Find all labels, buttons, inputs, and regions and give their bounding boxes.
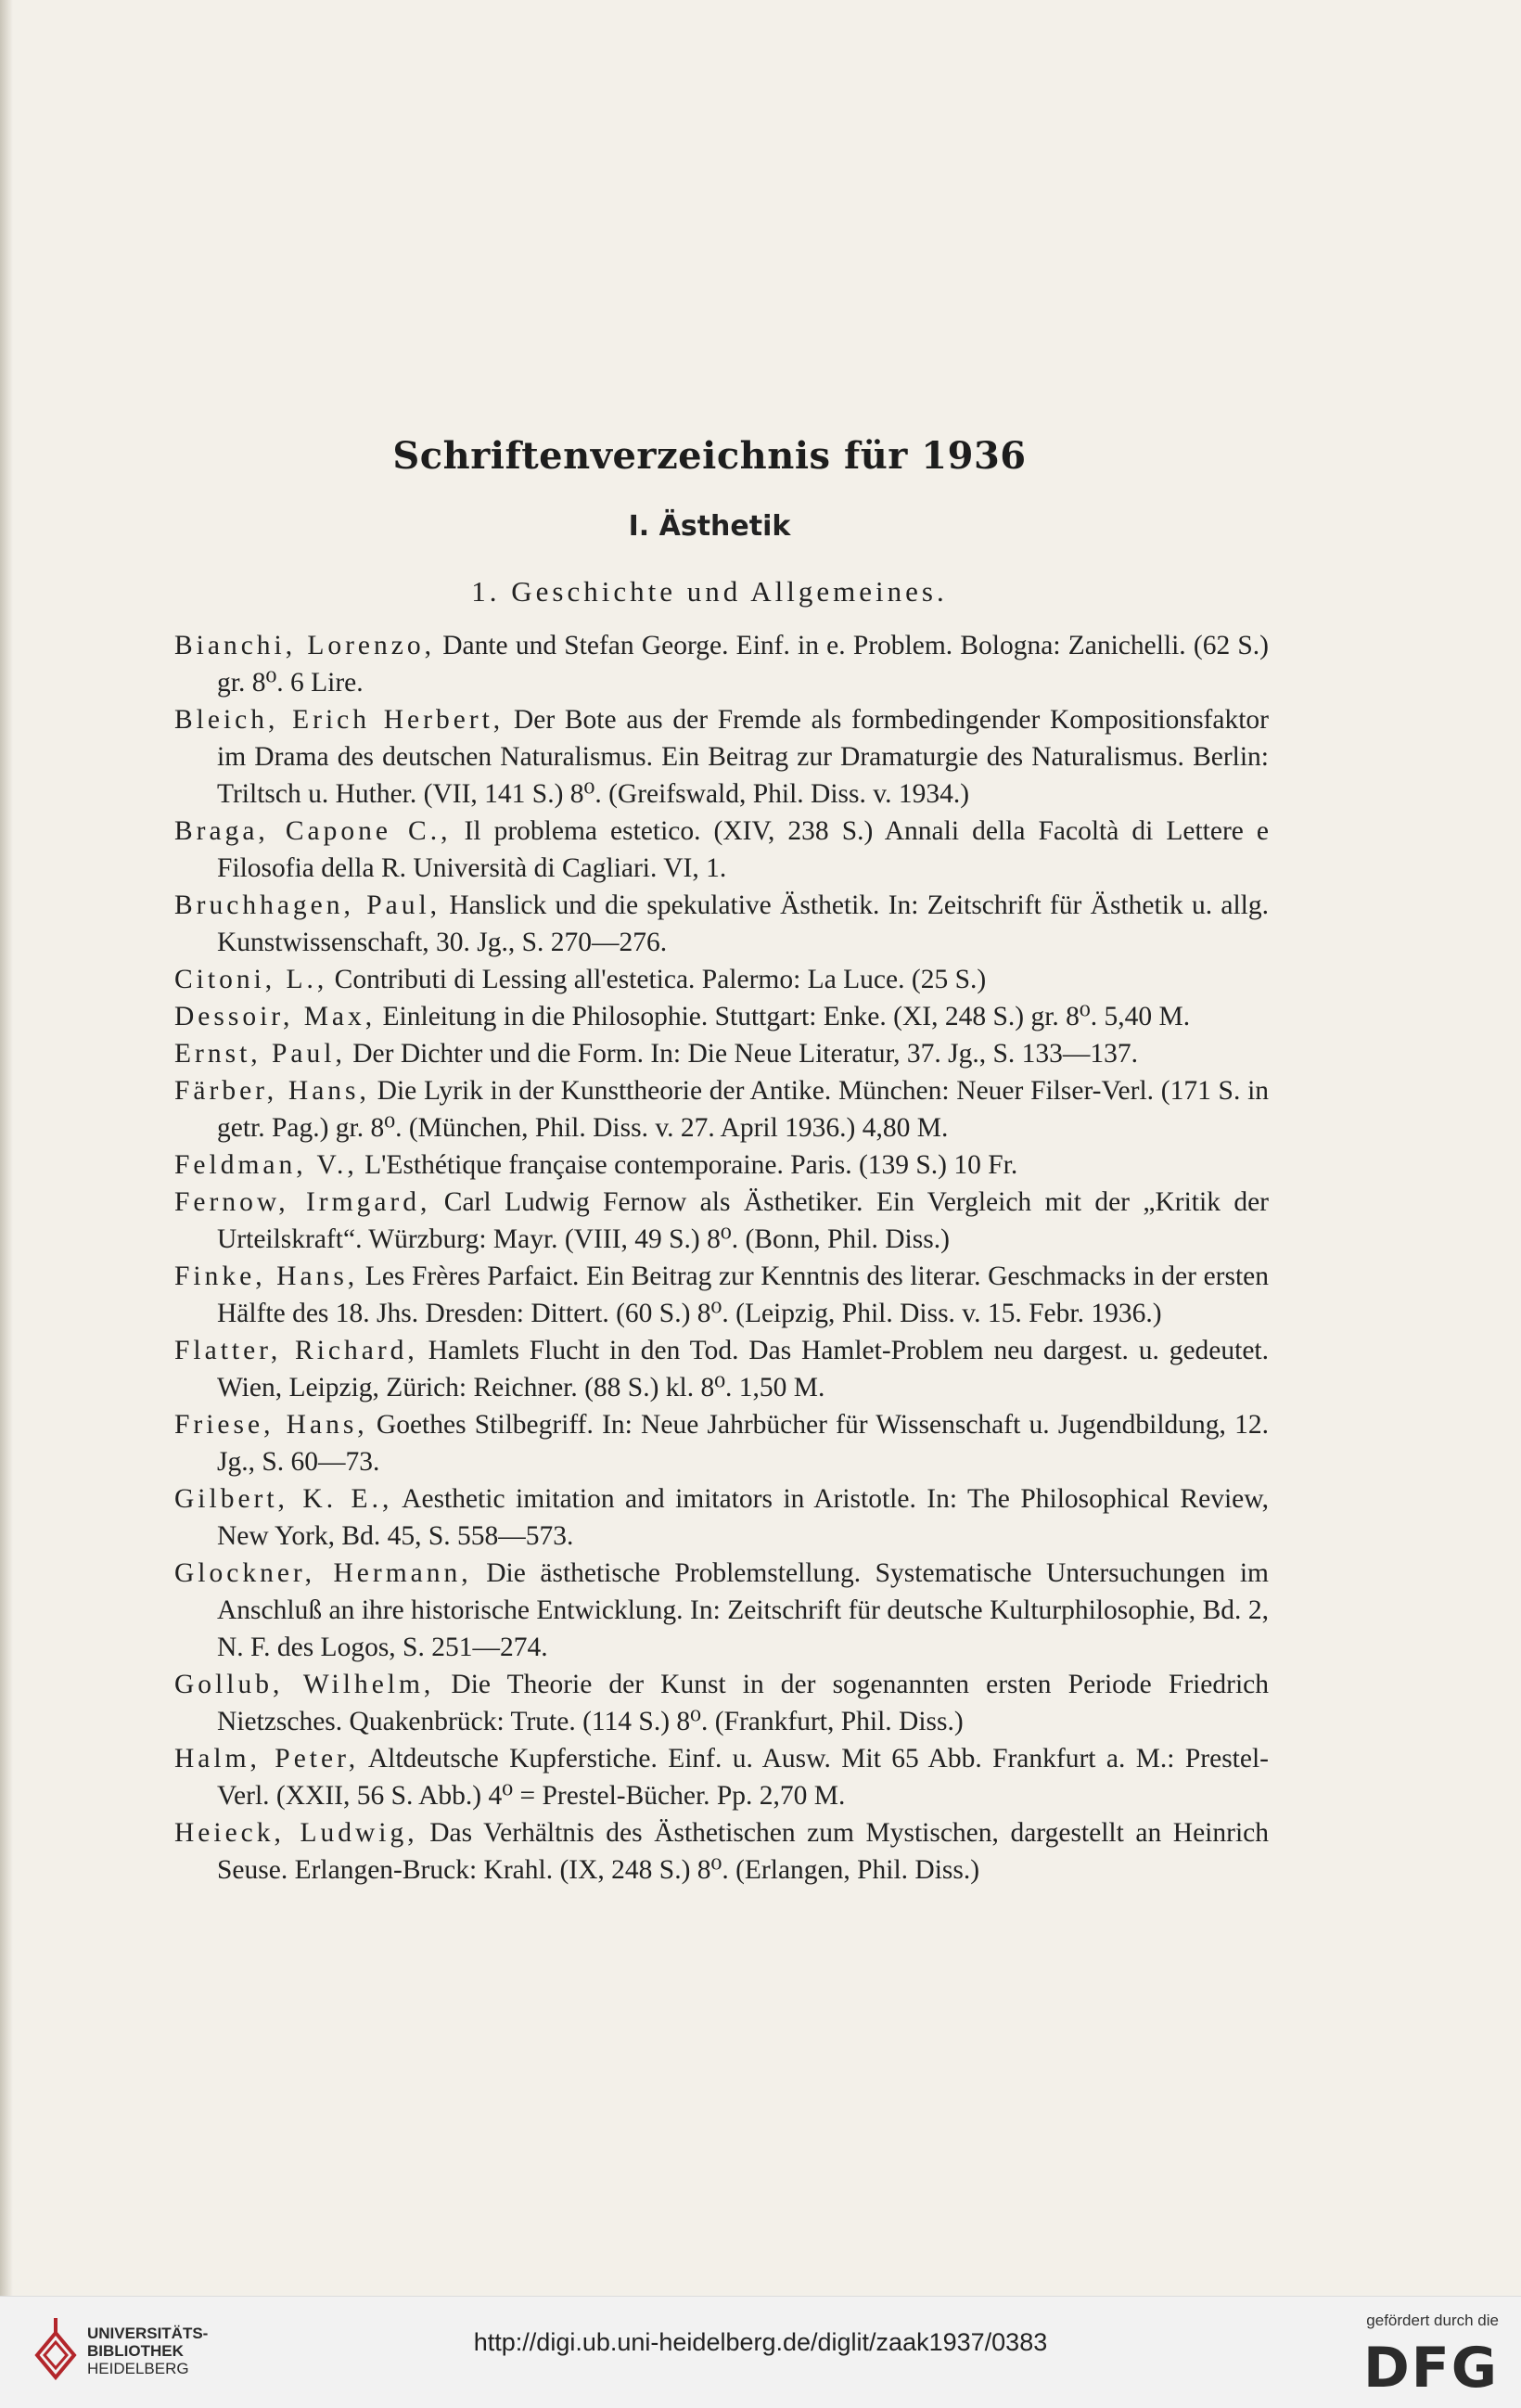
bibliography-entry bbox=[174, 998, 1269, 1035]
entry-author: Bruchhagen, Paul, bbox=[174, 890, 441, 920]
bibliography-entry bbox=[174, 813, 1269, 887]
entry-text: Altdeutsche Kupferstiche. Einf. u. Ausw. Mit 65 Abb. Frankfurt a. M.: Prestel-Verl. (XXII, 56 S. Abb.) 4⁰ = Prestel-Bücher. Pp. 2,70 M. bbox=[217, 1744, 1269, 1811]
bibliography-entry bbox=[174, 1666, 1269, 1740]
dfg-logo: DFG bbox=[1362, 2336, 1499, 2401]
entry-author: Halm, Peter, bbox=[174, 1744, 360, 1774]
entry-author: Braga, Capone C., bbox=[174, 816, 452, 846]
entry-text: Das Verhältnis des Ästhetischen zum Mystischen, dargestellt an Heinrich Seuse. Erlangen-Bruck: Krahl. (IX, 248 S.) 8⁰. (Erlangen, Phil. Diss.) bbox=[217, 1818, 1269, 1885]
entry-author: Bianchi, Lorenzo, bbox=[174, 631, 435, 660]
entry-text: L'Esthétique française contemporaine. Paris. (139 S.) 10 Fr. bbox=[364, 1150, 1018, 1180]
bibliography-entry bbox=[174, 1740, 1269, 1814]
entry-author: Färber, Hans, bbox=[174, 1076, 370, 1106]
entry-author: Gilbert, K. E., bbox=[174, 1484, 393, 1514]
entry-text: Les Frères Parfaict. Ein Beitrag zur Kenntnis des literar. Geschmacks in der ersten Hälfte des 18. Jhs. Dresden: Dittert. (60 S.) 8⁰. (Leipzig, Phil. Diss. v. 15. Febr. 1936.) bbox=[217, 1262, 1270, 1328]
entry-text: Carl Ludwig Fernow als Ästhetiker. Ein Vergleich mit der „Kritik der Urteilskraft“. Würzburg: Mayr. (VIII, 49 S.) 8⁰. (Bonn, Phil. Diss.) bbox=[217, 1187, 1270, 1254]
entry-text: Hamlets Flucht in den Tod. Das Hamlet-Problem neu dargest. u. gedeutet. Wien, Leipzig, Zürich: Reichner. (88 S.) kl. 8⁰. 1,50 M. bbox=[217, 1336, 1269, 1403]
entry-text: Einleitung in die Philosophie. Stuttgart: Enke. (XI, 248 S.) gr. 8⁰. 5,40 M. bbox=[382, 1002, 1191, 1031]
entry-text: Aesthetic imitation and imitators in Aristotle. In: The Philosophical Review, New York, Bd. 45, S. 558—573. bbox=[217, 1484, 1269, 1551]
bibliography-entry bbox=[174, 1072, 1269, 1146]
entry-author: Dessoir, Max, bbox=[174, 1002, 377, 1031]
entry-text: Contributi di Lessing all'estetica. Palermo: La Luce. (25 S.) bbox=[334, 965, 987, 994]
entry-text: Der Bote aus der Fremde als formbedingender Kompositionsfaktor im Drama des deutschen Naturalismus. Ein Beitrag zur Dramaturgie des Naturalismus. Berlin: Triltsch u. Huther. (VII, 141 S.) 8⁰. (Greifswald, Phil. Diss. v. 1934.) bbox=[217, 705, 1269, 809]
bibliography-entry bbox=[174, 701, 1269, 813]
entry-text: Hanslick und die spekulative Ästhetik. In: Zeitschrift für Ästhetik u. allg. Kunstwissenschaft, 30. Jg., S. 270—276. bbox=[217, 890, 1269, 957]
entry-author: Flatter, Richard, bbox=[174, 1336, 418, 1365]
entry-text: Il problema estetico. (XIV, 238 S.) Annali della Facoltà di Lettere e Filosofia della R. Università di Cagliari. VI, 1. bbox=[217, 816, 1269, 883]
bibliography-entry bbox=[174, 1480, 1269, 1555]
entry-author: Friese, Hans, bbox=[174, 1410, 368, 1440]
bibliography-entry bbox=[174, 961, 1269, 998]
bibliography-entry bbox=[174, 1332, 1269, 1406]
entry-text: Der Dichter und die Form. In: Die Neue Literatur, 37. Jg., S. 133—137. bbox=[352, 1039, 1138, 1069]
entry-text: Die Lyrik in der Kunsttheorie der Antike. München: Neuer Filser-Verl. (171 S. in getr. Pag.) gr. 8⁰. (München, Phil. Diss. v. 27. April 1936.) 4,80 M. bbox=[217, 1076, 1270, 1143]
entry-author: Fernow, Irmgard, bbox=[174, 1187, 431, 1217]
entry-text: Goethes Stilbegriff. In: Neue Jahrbücher für Wissenschaft u. Jugendbildung, 12. Jg., S. 60—73. bbox=[217, 1410, 1269, 1477]
entry-text: Die Theorie der Kunst in der sogenannten ersten Periode Friedrich Nietzsches. Quakenbrück: Trute. (114 S.) 8⁰. (Frankfurt, Phil. Diss.) bbox=[217, 1670, 1270, 1736]
bibliography-entry bbox=[174, 1814, 1269, 1889]
entry-author: Feldman, V., bbox=[174, 1150, 358, 1180]
funding-caption: gefördert durch die bbox=[1366, 2312, 1499, 2329]
entry-author: Ernst, Paul, bbox=[174, 1039, 346, 1069]
entry-author: Bleich, Erich Herbert, bbox=[174, 705, 505, 735]
entry-text: Dante und Stefan George. Einf. in e. Problem. Bologna: Zanichelli. (62 S.) gr. 8⁰. 6 Lire. bbox=[217, 631, 1269, 698]
library-name-line: HEIDELBERG bbox=[87, 2360, 189, 2377]
bibliography-entry bbox=[174, 1555, 1269, 1666]
permalink-url[interactable]: http://digi.ub.uni-heidelberg.de/diglit/zaak1937/0383 bbox=[473, 2328, 1048, 2356]
entry-text: Die ästhetische Problemstellung. Systematische Untersuchungen im Anschluß an ihre historische Entwicklung. In: Zeitschrift für deutsche Kulturphilosophie, Bd. 2, N. F. des Logos, S. 251—274. bbox=[217, 1558, 1270, 1662]
bibliography-entry bbox=[174, 1406, 1269, 1480]
entry-author: Glockner, Hermann, bbox=[174, 1558, 472, 1588]
library-name-line: UNIVERSITÄTS- bbox=[87, 2325, 209, 2342]
subsection-heading: 1. Geschichte und Allgemeines. bbox=[471, 575, 948, 608]
page-binding-shadow bbox=[0, 0, 13, 2296]
section-heading: I. Ästhetik bbox=[628, 510, 791, 543]
bibliography-entry bbox=[174, 1146, 1269, 1184]
bibliography-entry bbox=[174, 1184, 1269, 1258]
bibliography-entry bbox=[174, 627, 1269, 701]
entry-author: Citoni, L., bbox=[174, 965, 328, 994]
bibliography-entry bbox=[174, 887, 1269, 961]
library-name-line: BIBLIOTHEK bbox=[87, 2342, 184, 2360]
bibliography-entry bbox=[174, 1035, 1269, 1072]
bibliography-list bbox=[174, 627, 1269, 1889]
entry-author: Finke, Hans, bbox=[174, 1262, 359, 1291]
entry-author: Heieck, Ludwig, bbox=[174, 1818, 418, 1848]
bibliography-entry bbox=[174, 1258, 1269, 1332]
entry-author: Gollub, Wilhelm, bbox=[174, 1670, 435, 1699]
page-title: Schriftenverzeichnis für 1936 bbox=[392, 434, 1027, 478]
